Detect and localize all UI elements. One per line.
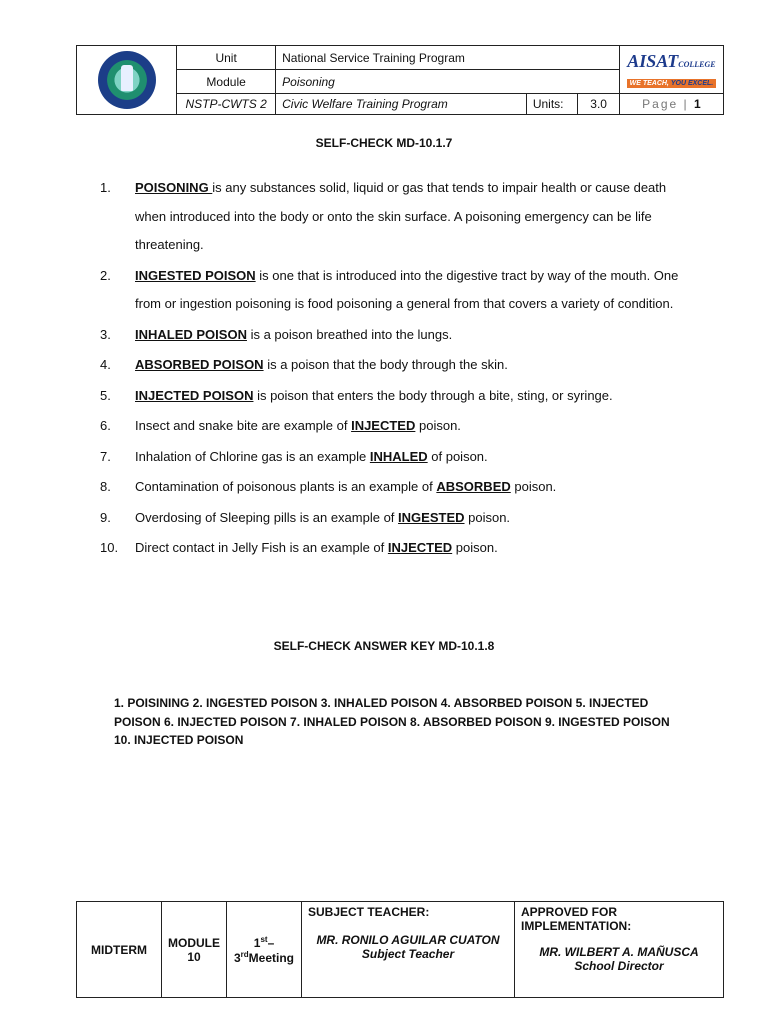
item-number: 8. — [100, 479, 111, 494]
self-check-item — [100, 351, 690, 380]
item-text-pre: Contamination of poisonous plants is an example of — [135, 479, 437, 494]
item-keyword: INJECTED — [351, 418, 416, 433]
meeting-cell: 1st– 3rdMeeting — [227, 902, 302, 998]
item-number: 5. — [100, 387, 111, 403]
units-value: 3.0 — [578, 94, 619, 115]
item-number: 6. — [100, 418, 111, 433]
item-text-pre: Overdosing of Sleeping pills is an example of — [135, 509, 399, 525]
item-keyword: ABSORBED — [436, 479, 511, 494]
item-text-pre: Insect and snake bite are example of — [135, 418, 352, 433]
item-number: 7. — [100, 448, 111, 464]
item-text-post: of poison. — [427, 448, 488, 464]
item-text-post: poison. — [415, 418, 461, 433]
self-check-list — [100, 174, 690, 565]
approval-cell: APPROVED FOR IMPLEMENTATION: MR. WILBERT A. MAÑUSCA School Director — [515, 902, 724, 998]
self-check-item — [100, 534, 690, 563]
self-check-item — [100, 382, 690, 411]
item-keyword: INGESTED POISON — [135, 267, 256, 283]
item-text-post: is a poison breathed into the lungs. — [246, 326, 453, 342]
unit-label: Unit — [177, 46, 276, 70]
school-seal-logo — [77, 46, 177, 115]
answer-key-title: SELF-CHECK ANSWER KEY MD-10.1.8 — [273, 639, 495, 653]
item-number: 2. — [100, 267, 111, 283]
item-keyword: ABSORBED POISON — [135, 357, 264, 372]
item-text-post: is a poison that the body through the skin. — [263, 357, 508, 372]
item-number: 3. — [100, 326, 111, 342]
self-check-item — [100, 262, 690, 319]
item-text-post: poison. — [452, 540, 498, 555]
unit-value: National Service Training Program — [276, 46, 620, 70]
units-label: Units: — [526, 94, 578, 115]
item-text-post: is any substances solid, liquid or gas that tends to impair health or cause death when introduced into the body or onto the skin surface. A poisoning emergency can be life threatening. — [135, 180, 667, 252]
module-value: Poisoning — [276, 70, 620, 94]
item-number: 9. — [100, 509, 111, 525]
item-number: 4. — [100, 357, 111, 372]
item-text-post: is poison that enters the body through a bite, sting, or syringe. — [253, 387, 613, 403]
course-code: NSTP-CWTS 2 — [177, 94, 276, 115]
item-text-post: is one that is introduced into the digestive tract by way of the mouth. One from or ingestion poisoning is food poisoning a general from that covers a variety of condition. — [135, 267, 679, 311]
item-number: 1. — [100, 180, 111, 195]
self-check-item — [100, 504, 690, 533]
item-keyword: INHALED — [369, 448, 428, 464]
item-keyword: POISONING — [135, 180, 213, 195]
self-check-item — [100, 412, 690, 441]
page-number: Page | 1 — [619, 94, 723, 115]
self-check-item — [100, 174, 690, 260]
footer-table — [76, 901, 724, 998]
self-check-item — [100, 473, 690, 502]
self-check-title: SELF-CHECK MD-10.1.7 — [315, 136, 453, 150]
subject-teacher-cell: SUBJECT TEACHER: MR. RONILO AGUILAR CUATON Subject Teacher — [302, 902, 515, 998]
module-label: Module — [177, 70, 276, 94]
item-keyword: INGESTED — [398, 509, 465, 525]
item-text-pre: Inhalation of Chlorine gas is an example — [135, 448, 370, 464]
item-keyword: INHALED POISON — [135, 326, 247, 342]
answer-key-text: 1. POISINING 2. INGESTED POISON 3. INHALED POISON 4. ABSORBED POISON 5. INJECTED POISON 6. INJECTED POISON 7. INHALED POISON 8. ABSORBED POISON 9. INGESTED POISON 10. INJECTED POISON — [114, 696, 670, 747]
aisat-logo: AISATCOLLEGE WE TEACH, YOU EXCEL. — [619, 46, 723, 94]
item-text-post: poison. — [464, 509, 511, 525]
item-keyword: INJECTED — [387, 540, 453, 555]
module-cell: MODULE 10 — [162, 902, 227, 998]
item-number: 10. — [100, 540, 119, 555]
term-cell: MIDTERM — [77, 902, 162, 998]
item-text-pre: Direct contact in Jelly Fish is an example of — [135, 540, 388, 555]
course-name: Civic Welfare Training Program — [276, 94, 527, 115]
self-check-item — [100, 443, 690, 472]
self-check-item — [100, 321, 690, 350]
item-keyword: INJECTED POISON — [135, 387, 254, 403]
header-table — [76, 45, 724, 115]
item-text-post: poison. — [510, 479, 557, 494]
